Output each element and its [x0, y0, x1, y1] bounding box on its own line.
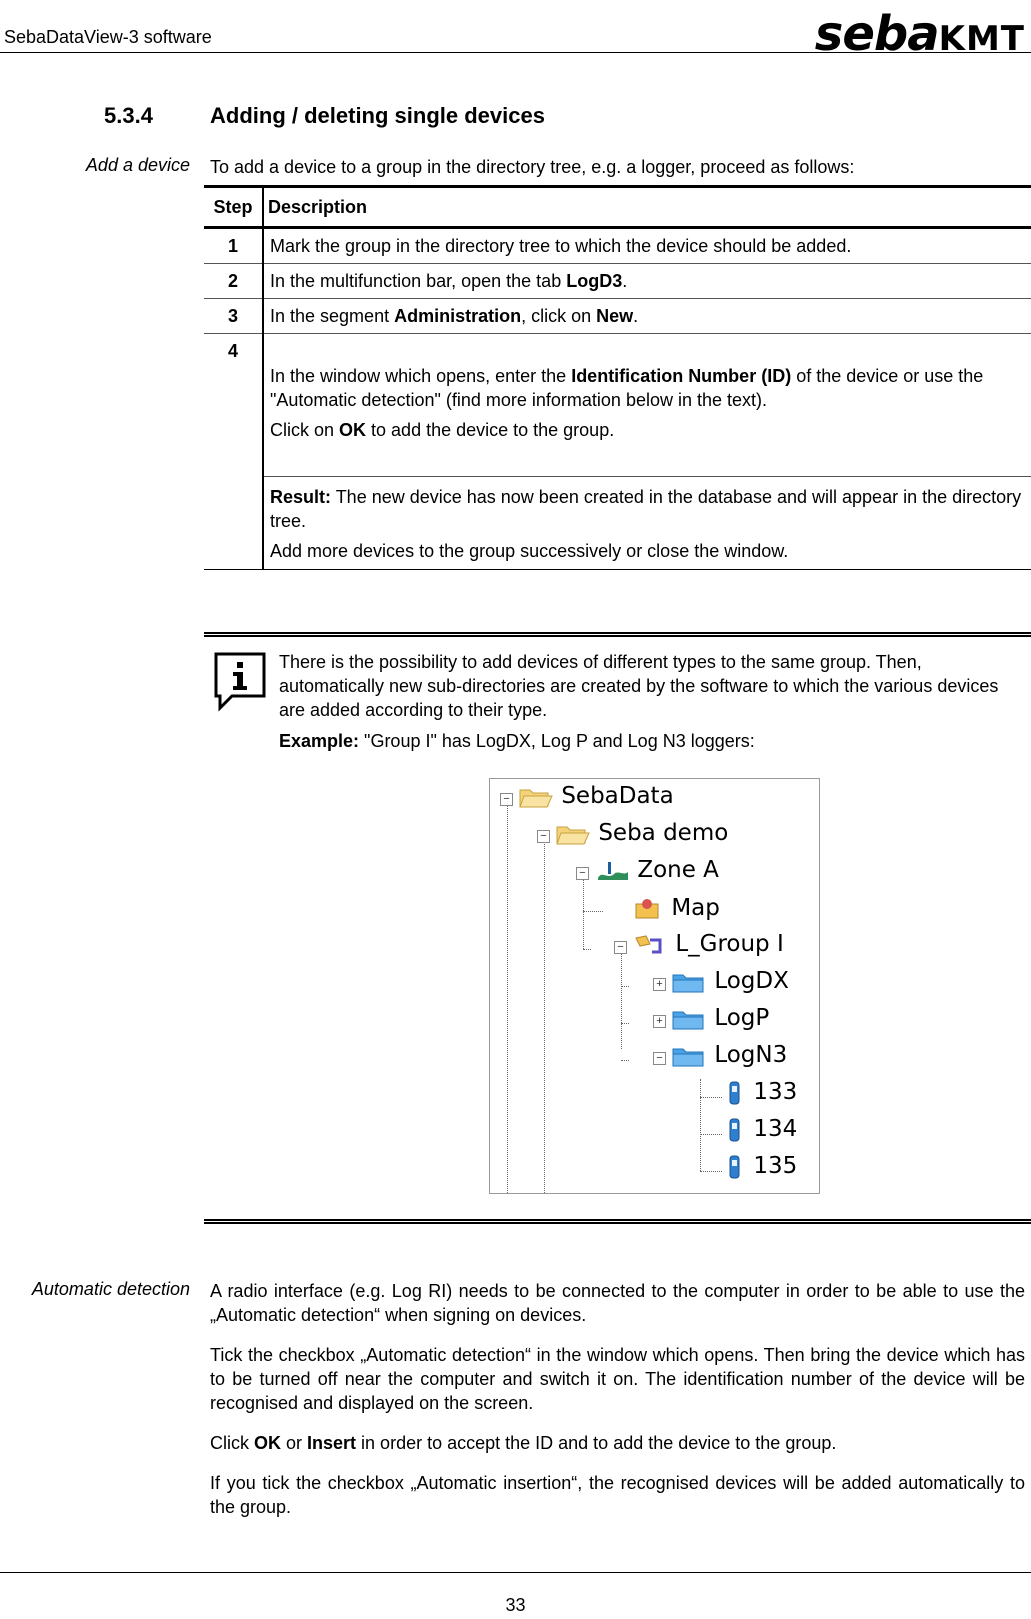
header-divider: [0, 52, 1031, 53]
side-label-add-device: Add a device: [85, 155, 190, 175]
header-step: Step: [204, 187, 263, 228]
note-top-divider: [204, 632, 1031, 637]
folder-blue-icon: [671, 1043, 707, 1069]
info-icon: [212, 650, 268, 717]
tree-node-logger-135[interactable]: 135: [724, 1153, 797, 1180]
note-text: There is the possibility to add devices of different types to the same group. Then, automatically new sub-directories are created by the software to which the various devices are added according to their type.: [279, 652, 999, 720]
footer-divider: [0, 1572, 1031, 1573]
step-description: In the multifunction bar, open the tab LogD3.: [263, 264, 1031, 299]
collapse-toggle[interactable]: −: [537, 830, 550, 843]
tree-node-logn3[interactable]: LogN3: [671, 1042, 787, 1069]
automatic-detection-text: [210, 1279, 1025, 1535]
expand-toggle[interactable]: +: [653, 1015, 666, 1028]
table-row: [204, 299, 1031, 334]
side-label-automatic-detection: Automatic detection: [31, 1279, 190, 1299]
directory-tree[interactable]: [489, 778, 820, 1194]
table-row: [204, 264, 1031, 299]
table-row: [204, 334, 1031, 477]
collapse-toggle[interactable]: −: [576, 867, 589, 880]
step-number: 1: [204, 228, 263, 264]
logo-text-kmt: KMT: [938, 19, 1025, 59]
logo-text-seba: seba: [814, 6, 939, 62]
header-description: Description: [263, 187, 1031, 228]
page-number: 33: [505, 1595, 526, 1615]
tree-node-seba-demo[interactable]: Seba demo: [555, 820, 728, 847]
logger-icon: [724, 1080, 746, 1106]
tree-node-zone-a[interactable]: Zone A: [594, 857, 719, 884]
document-header-title: SebaDataView-3 software: [4, 27, 212, 47]
logger-icon: [724, 1117, 746, 1143]
section-title: Adding / deleting single devices: [210, 103, 545, 128]
folder-open-icon: [518, 784, 554, 810]
collapse-toggle[interactable]: −: [614, 941, 627, 954]
note-bottom-divider: [204, 1219, 1031, 1224]
folder-open-icon: [555, 821, 591, 847]
folder-blue-icon: [671, 1006, 707, 1032]
table-header-row: [204, 187, 1031, 228]
step-description: In the window which opens, enter the Identification Number (ID) of the device or use the "Automatic detection" (find more information below in the text). Click on OK to add the device to the group.: [263, 334, 1031, 477]
note-example: Example: "Group I" has LogDX, Log P and Log N3 loggers:: [279, 731, 755, 751]
zone-icon: [594, 858, 630, 884]
table-row-result: [204, 477, 1031, 570]
collapse-toggle[interactable]: −: [500, 793, 513, 806]
tree-node-logger-134[interactable]: 134: [724, 1116, 797, 1143]
expand-toggle[interactable]: +: [653, 978, 666, 991]
folder-blue-icon: [671, 969, 707, 995]
table-row: [204, 228, 1031, 264]
step-description: In the segment Administration, click on New.: [263, 299, 1031, 334]
sebakmt-logo: [815, 6, 1025, 62]
tree-node-logdx[interactable]: LogDX: [671, 968, 789, 995]
tree-node-sebadata[interactable]: SebaData: [518, 783, 674, 810]
paragraph: A radio interface (e.g. Log RI) needs to be connected to the computer in order to be able to use the „Automatic detection“ when signing on devices.: [210, 1281, 1025, 1325]
collapse-toggle[interactable]: −: [653, 1052, 666, 1065]
paragraph: If you tick the checkbox „Automatic insertion“, the recognised devices will be added automatically to the group.: [210, 1473, 1025, 1517]
step-number: 2: [204, 264, 263, 299]
add-device-intro: To add a device to a group in the directory tree, e.g. a logger, proceed as follows:: [210, 157, 855, 177]
tree-node-logp[interactable]: LogP: [671, 1005, 769, 1032]
group-icon: [632, 932, 668, 958]
tree-node-logger-133[interactable]: 133: [724, 1079, 797, 1106]
section-number: 5.3.4: [104, 103, 153, 128]
tree-node-map[interactable]: Map: [632, 895, 720, 922]
paragraph: Tick the checkbox „Automatic detection“ in the window which opens. Then bring the device which has to be turned off near the computer and switch it on. The identification number of the device will be recognised and displayed on the screen.: [210, 1345, 1025, 1413]
step-result: Result: The new device has now been created in the database and will appear in the directory tree. Add more devices to the group successively or close the window.: [263, 477, 1031, 570]
tree-node-group[interactable]: L_Group I: [632, 931, 784, 958]
logger-icon: [724, 1154, 746, 1180]
steps-table: [204, 185, 1031, 570]
map-icon: [632, 896, 664, 922]
paragraph: Click OK or Insert in order to accept the ID and to add the device to the group.: [210, 1433, 837, 1453]
step-number: 4: [204, 334, 263, 570]
step-number: 3: [204, 299, 263, 334]
step-description: Mark the group in the directory tree to which the device should be added.: [263, 228, 1031, 264]
